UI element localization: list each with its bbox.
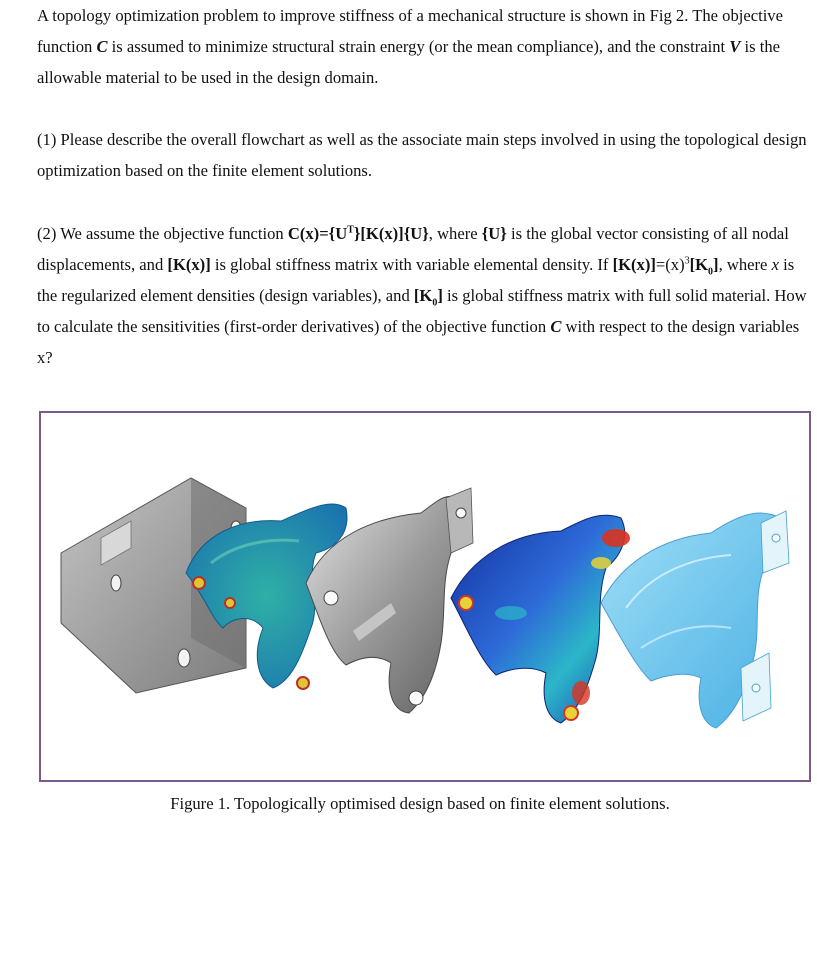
constraint-symbol: V xyxy=(729,37,741,56)
q2-text-8: is global stiffness matrix with full solid material. How to calculate the sensitivities (first-order derivatives) of the objective function xyxy=(37,286,807,336)
k0b-open: [K xyxy=(413,286,433,305)
figure-caption: Figure 1. Topologically optimised design based on finite element solutions. xyxy=(170,794,670,813)
objective-symbol-2: C xyxy=(550,317,562,336)
stiffness-matrix: [K(x)] xyxy=(167,255,211,274)
stress-contour xyxy=(451,515,630,723)
formula-rhs: }[K(x)]{U} xyxy=(353,224,429,243)
penalty-exponent: 3 xyxy=(684,255,690,267)
final-design xyxy=(601,511,789,728)
figure-frame xyxy=(39,411,811,782)
topology-figure xyxy=(41,413,809,780)
question-1-text: (1) Please describe the overall flowchart as well as the associate main steps involved in using the topological design optimization based on the finite element solutions. xyxy=(37,130,807,180)
question-2 xyxy=(37,218,817,373)
q2-text-4: is global stiffness matrix with variable elemental density. If xyxy=(210,255,613,274)
q2-text-5: =(x) xyxy=(655,255,685,274)
intro-text-2: is assumed to minimize structural strain energy (or the mean compliance), and the constraint xyxy=(107,37,730,56)
intro-paragraph xyxy=(37,0,817,93)
k0b-sub: 0 xyxy=(432,297,438,309)
compliance-formula xyxy=(288,224,429,243)
k0-close: ] xyxy=(713,255,719,274)
q2-text-9: with respect to the design variables x? xyxy=(37,317,800,367)
solid-stiffness xyxy=(689,255,719,278)
stiffness-matrix-2: [K(x)] xyxy=(612,255,656,274)
design-variable: x xyxy=(771,255,779,274)
q2-text-2: , where xyxy=(428,224,482,243)
intro-text-3: is the allowable material to be used in the design domain. xyxy=(37,37,781,87)
q2-text-6: , where xyxy=(718,255,772,274)
question-1 xyxy=(37,124,817,186)
q2-text-1: (2) We assume the objective function xyxy=(37,224,288,243)
q2-text-3: is the global vector consisting of all nodal displacements, and xyxy=(37,224,789,274)
objective-symbol: C xyxy=(96,37,108,56)
q2-text-7: is the regularized element densities (design variables), and xyxy=(37,255,795,305)
displacement-vector: {U} xyxy=(481,224,507,243)
transpose-sup: T xyxy=(347,224,354,236)
k0b-close: ] xyxy=(437,286,443,305)
formula-lhs: C(x)={U xyxy=(287,224,348,243)
intro-text-1: A topology optimization problem to improve stiffness of a mechanical structure is shown in Fig 2. The objective function xyxy=(37,6,783,56)
solid-stiffness-2 xyxy=(413,286,443,309)
k0-open: [K xyxy=(689,255,709,274)
k0-sub: 0 xyxy=(708,266,714,278)
